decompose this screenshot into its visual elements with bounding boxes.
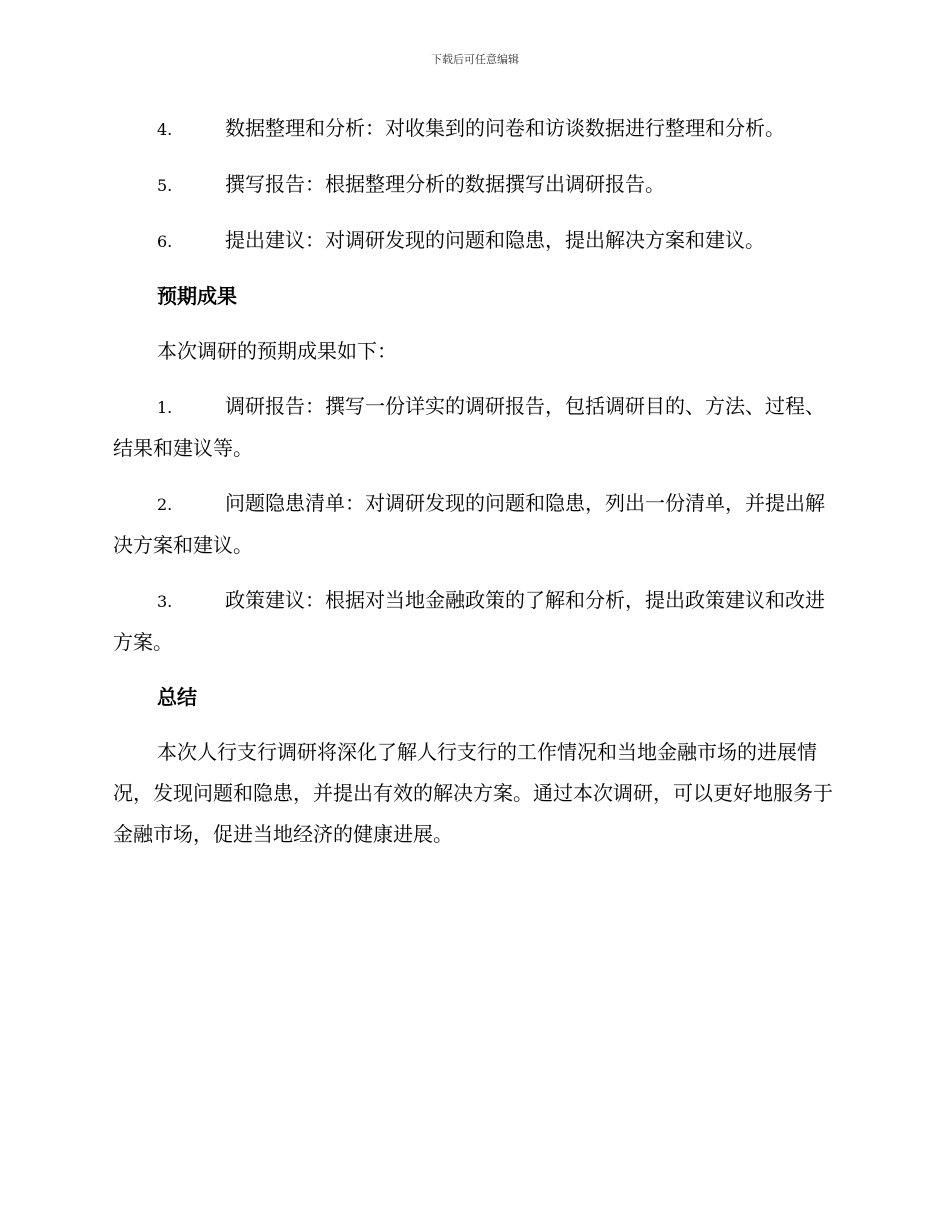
list-item-expected-3 — [113, 580, 835, 663]
list-number: 4. — [157, 120, 173, 139]
section-heading-summary: 总结 — [157, 685, 197, 709]
list-item-expected-2 — [113, 483, 835, 566]
list-text: 政策建议：根据对当地金融政策的了解和分析，提出政策建议和改进方案。 — [113, 588, 825, 654]
list-number: 1. — [157, 398, 173, 417]
document-body — [113, 108, 835, 869]
expected-results-intro: 本次调研的预期成果如下： — [157, 339, 397, 363]
list-text: 调研报告：撰写一份详实的调研报告，包括调研目的、方法、过程、结果和建议等。 — [113, 394, 825, 460]
list-number: 3. — [157, 592, 173, 611]
list-text: 提出建议：对调研发现的问题和隐患，提出解决方案和建议。 — [225, 228, 765, 252]
page-header-note: 下载后可任意编辑 — [431, 53, 519, 66]
list-number: 2. — [157, 495, 173, 514]
list-number: 6. — [157, 232, 173, 251]
list-text: 数据整理和分析：对收集到的问卷和访谈数据进行整理和分析。 — [225, 116, 785, 140]
list-text: 问题隐患清单：对调研发现的问题和隐患，列出一份清单，并提出解决方案和建议。 — [113, 491, 825, 557]
list-item-step-6 — [113, 220, 835, 262]
list-text: 撰写报告：根据整理分析的数据撰写出调研报告。 — [225, 172, 665, 196]
list-item-expected-1 — [113, 386, 835, 469]
list-item-step-5 — [113, 164, 835, 206]
list-item-step-4 — [113, 108, 835, 150]
summary-paragraph: 本次人行支行调研将深化了解人行支行的工作情况和当地金融市场的进展情况，发现问题和隐患，并提出有效的解决方案。通过本次调研，可以更好地服务于金融市场，促进当地经济的健康进展。 — [113, 740, 833, 846]
list-number: 5. — [157, 176, 173, 195]
section-heading-expected-results: 预期成果 — [157, 284, 237, 308]
